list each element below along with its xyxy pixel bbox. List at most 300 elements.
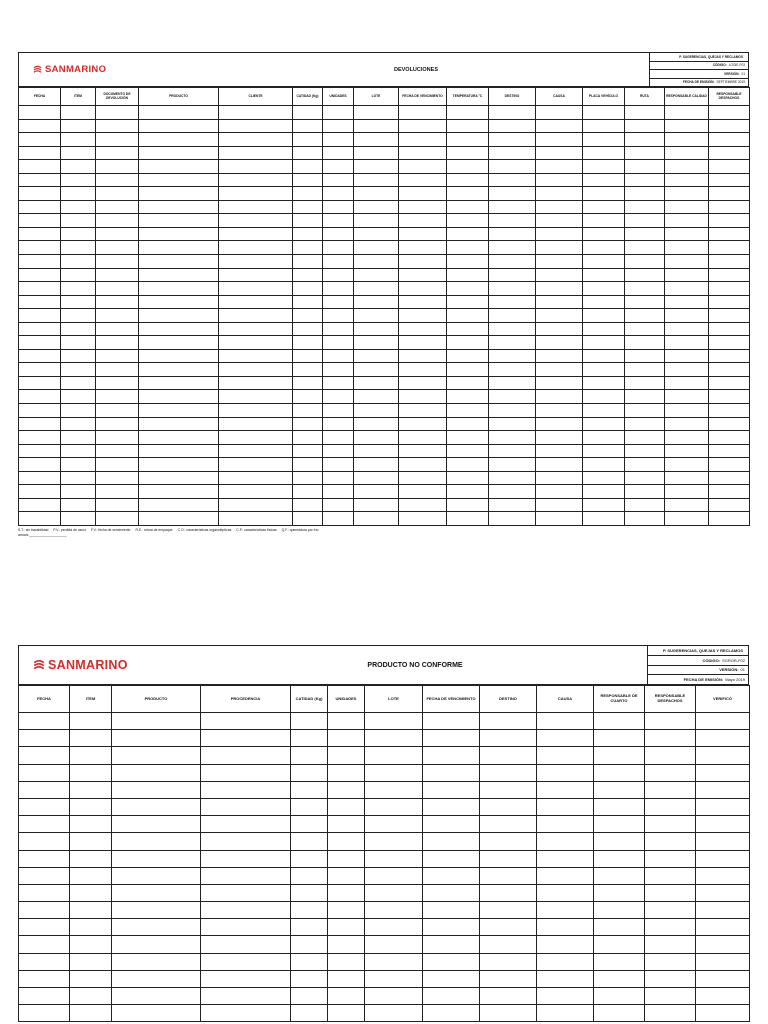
empty-cell[interactable]: [399, 512, 447, 526]
empty-cell[interactable]: [112, 730, 201, 747]
empty-cell[interactable]: [625, 458, 665, 472]
empty-cell[interactable]: [219, 241, 293, 255]
empty-cell[interactable]: [645, 970, 696, 987]
empty-cell[interactable]: [201, 764, 291, 781]
empty-cell[interactable]: [323, 295, 354, 309]
empty-cell[interactable]: [645, 833, 696, 850]
empty-cell[interactable]: [61, 295, 96, 309]
empty-cell[interactable]: [61, 363, 96, 377]
empty-cell[interactable]: [536, 187, 583, 201]
empty-cell[interactable]: [19, 295, 61, 309]
empty-cell[interactable]: [489, 295, 536, 309]
empty-cell[interactable]: [201, 953, 291, 970]
empty-cell[interactable]: [625, 241, 665, 255]
empty-cell[interactable]: [323, 431, 354, 445]
empty-cell[interactable]: [536, 241, 583, 255]
empty-cell[interactable]: [447, 146, 489, 160]
empty-cell[interactable]: [423, 730, 480, 747]
empty-cell[interactable]: [19, 255, 61, 269]
empty-cell[interactable]: [219, 282, 293, 296]
empty-cell[interactable]: [61, 241, 96, 255]
empty-cell[interactable]: [219, 227, 293, 241]
empty-cell[interactable]: [399, 485, 447, 499]
empty-cell[interactable]: [480, 902, 537, 919]
empty-cell[interactable]: [399, 404, 447, 418]
empty-cell[interactable]: [70, 1005, 112, 1022]
empty-cell[interactable]: [536, 512, 583, 526]
empty-cell[interactable]: [61, 404, 96, 418]
empty-cell[interactable]: [354, 295, 399, 309]
empty-cell[interactable]: [480, 833, 537, 850]
empty-cell[interactable]: [323, 227, 354, 241]
empty-cell[interactable]: [583, 214, 625, 228]
empty-cell[interactable]: [536, 309, 583, 323]
empty-cell[interactable]: [709, 444, 750, 458]
empty-cell[interactable]: [19, 268, 61, 282]
empty-cell[interactable]: [447, 200, 489, 214]
empty-cell[interactable]: [328, 884, 365, 901]
empty-cell[interactable]: [291, 988, 328, 1005]
empty-cell[interactable]: [447, 173, 489, 187]
empty-cell[interactable]: [480, 713, 537, 730]
empty-cell[interactable]: [19, 322, 61, 336]
empty-cell[interactable]: [61, 106, 96, 120]
empty-cell[interactable]: [354, 173, 399, 187]
empty-cell[interactable]: [219, 390, 293, 404]
empty-cell[interactable]: [625, 282, 665, 296]
empty-cell[interactable]: [583, 485, 625, 499]
empty-cell[interactable]: [480, 816, 537, 833]
empty-cell[interactable]: [480, 970, 537, 987]
empty-cell[interactable]: [293, 376, 323, 390]
empty-cell[interactable]: [645, 816, 696, 833]
empty-cell[interactable]: [665, 200, 709, 214]
empty-cell[interactable]: [423, 953, 480, 970]
empty-cell[interactable]: [70, 988, 112, 1005]
empty-cell[interactable]: [489, 146, 536, 160]
empty-cell[interactable]: [665, 431, 709, 445]
empty-cell[interactable]: [625, 200, 665, 214]
empty-cell[interactable]: [328, 781, 365, 798]
empty-cell[interactable]: [594, 816, 645, 833]
empty-cell[interactable]: [423, 936, 480, 953]
empty-cell[interactable]: [447, 390, 489, 404]
empty-cell[interactable]: [583, 349, 625, 363]
empty-cell[interactable]: [447, 431, 489, 445]
empty-cell[interactable]: [323, 268, 354, 282]
empty-cell[interactable]: [665, 349, 709, 363]
empty-cell[interactable]: [328, 816, 365, 833]
empty-cell[interactable]: [709, 146, 750, 160]
empty-cell[interactable]: [323, 241, 354, 255]
empty-cell[interactable]: [328, 902, 365, 919]
empty-cell[interactable]: [291, 764, 328, 781]
empty-cell[interactable]: [709, 363, 750, 377]
empty-cell[interactable]: [709, 133, 750, 147]
empty-cell[interactable]: [489, 512, 536, 526]
empty-cell[interactable]: [423, 798, 480, 815]
empty-cell[interactable]: [354, 363, 399, 377]
empty-cell[interactable]: [709, 268, 750, 282]
empty-cell[interactable]: [489, 255, 536, 269]
empty-cell[interactable]: [709, 336, 750, 350]
empty-cell[interactable]: [96, 458, 139, 472]
empty-cell[interactable]: [112, 919, 201, 936]
empty-cell[interactable]: [291, 816, 328, 833]
empty-cell[interactable]: [61, 471, 96, 485]
empty-cell[interactable]: [61, 309, 96, 323]
empty-cell[interactable]: [536, 444, 583, 458]
empty-cell[interactable]: [96, 187, 139, 201]
empty-cell[interactable]: [447, 322, 489, 336]
empty-cell[interactable]: [354, 431, 399, 445]
empty-cell[interactable]: [489, 227, 536, 241]
empty-cell[interactable]: [112, 936, 201, 953]
empty-cell[interactable]: [447, 376, 489, 390]
empty-cell[interactable]: [489, 241, 536, 255]
empty-cell[interactable]: [480, 884, 537, 901]
empty-cell[interactable]: [354, 349, 399, 363]
empty-cell[interactable]: [365, 902, 423, 919]
empty-cell[interactable]: [19, 404, 61, 418]
empty-cell[interactable]: [489, 498, 536, 512]
empty-cell[interactable]: [365, 713, 423, 730]
empty-cell[interactable]: [61, 512, 96, 526]
empty-cell[interactable]: [112, 1005, 201, 1022]
empty-cell[interactable]: [139, 404, 219, 418]
empty-cell[interactable]: [365, 936, 423, 953]
empty-cell[interactable]: [201, 902, 291, 919]
empty-cell[interactable]: [489, 187, 536, 201]
empty-cell[interactable]: [709, 255, 750, 269]
empty-cell[interactable]: [447, 295, 489, 309]
empty-cell[interactable]: [19, 227, 61, 241]
empty-cell[interactable]: [399, 390, 447, 404]
empty-cell[interactable]: [423, 713, 480, 730]
empty-cell[interactable]: [536, 349, 583, 363]
empty-cell[interactable]: [323, 187, 354, 201]
empty-cell[interactable]: [291, 953, 328, 970]
empty-cell[interactable]: [709, 241, 750, 255]
empty-cell[interactable]: [70, 747, 112, 764]
empty-cell[interactable]: [291, 936, 328, 953]
empty-cell[interactable]: [365, 970, 423, 987]
empty-cell[interactable]: [480, 764, 537, 781]
empty-cell[interactable]: [399, 282, 447, 296]
empty-cell[interactable]: [19, 173, 61, 187]
empty-cell[interactable]: [665, 214, 709, 228]
empty-cell[interactable]: [112, 833, 201, 850]
empty-cell[interactable]: [96, 309, 139, 323]
empty-cell[interactable]: [19, 485, 61, 499]
empty-cell[interactable]: [365, 747, 423, 764]
empty-cell[interactable]: [293, 363, 323, 377]
empty-cell[interactable]: [19, 309, 61, 323]
empty-cell[interactable]: [480, 988, 537, 1005]
empty-cell[interactable]: [536, 282, 583, 296]
empty-cell[interactable]: [583, 417, 625, 431]
empty-cell[interactable]: [447, 363, 489, 377]
empty-cell[interactable]: [665, 471, 709, 485]
empty-cell[interactable]: [19, 431, 61, 445]
empty-cell[interactable]: [293, 485, 323, 499]
empty-cell[interactable]: [447, 485, 489, 499]
empty-cell[interactable]: [447, 349, 489, 363]
empty-cell[interactable]: [70, 730, 112, 747]
empty-cell[interactable]: [293, 309, 323, 323]
empty-cell[interactable]: [61, 444, 96, 458]
empty-cell[interactable]: [594, 936, 645, 953]
empty-cell[interactable]: [19, 747, 70, 764]
empty-cell[interactable]: [709, 200, 750, 214]
empty-cell[interactable]: [399, 160, 447, 174]
empty-cell[interactable]: [480, 798, 537, 815]
empty-cell[interactable]: [709, 309, 750, 323]
empty-cell[interactable]: [489, 309, 536, 323]
empty-cell[interactable]: [583, 268, 625, 282]
empty-cell[interactable]: [354, 146, 399, 160]
empty-cell[interactable]: [365, 867, 423, 884]
empty-cell[interactable]: [447, 268, 489, 282]
empty-cell[interactable]: [536, 390, 583, 404]
empty-cell[interactable]: [112, 884, 201, 901]
empty-cell[interactable]: [536, 417, 583, 431]
empty-cell[interactable]: [293, 417, 323, 431]
empty-cell[interactable]: [447, 255, 489, 269]
empty-cell[interactable]: [645, 884, 696, 901]
empty-cell[interactable]: [625, 119, 665, 133]
empty-cell[interactable]: [665, 336, 709, 350]
empty-cell[interactable]: [19, 471, 61, 485]
empty-cell[interactable]: [139, 241, 219, 255]
empty-cell[interactable]: [447, 214, 489, 228]
empty-cell[interactable]: [709, 498, 750, 512]
empty-cell[interactable]: [61, 485, 96, 499]
empty-cell[interactable]: [219, 160, 293, 174]
empty-cell[interactable]: [70, 816, 112, 833]
empty-cell[interactable]: [423, 1005, 480, 1022]
empty-cell[interactable]: [70, 850, 112, 867]
empty-cell[interactable]: [19, 376, 61, 390]
empty-cell[interactable]: [61, 349, 96, 363]
empty-cell[interactable]: [536, 255, 583, 269]
empty-cell[interactable]: [354, 119, 399, 133]
empty-cell[interactable]: [665, 295, 709, 309]
empty-cell[interactable]: [293, 512, 323, 526]
empty-cell[interactable]: [665, 512, 709, 526]
empty-cell[interactable]: [594, 713, 645, 730]
empty-cell[interactable]: [365, 730, 423, 747]
empty-cell[interactable]: [696, 833, 750, 850]
empty-cell[interactable]: [536, 498, 583, 512]
empty-cell[interactable]: [96, 485, 139, 499]
empty-cell[interactable]: [354, 512, 399, 526]
empty-cell[interactable]: [709, 119, 750, 133]
empty-cell[interactable]: [139, 498, 219, 512]
empty-cell[interactable]: [423, 850, 480, 867]
empty-cell[interactable]: [594, 781, 645, 798]
empty-cell[interactable]: [645, 730, 696, 747]
empty-cell[interactable]: [625, 227, 665, 241]
empty-cell[interactable]: [536, 295, 583, 309]
empty-cell[interactable]: [19, 833, 70, 850]
empty-cell[interactable]: [323, 485, 354, 499]
empty-cell[interactable]: [594, 850, 645, 867]
empty-cell[interactable]: [480, 1005, 537, 1022]
empty-cell[interactable]: [323, 444, 354, 458]
empty-cell[interactable]: [665, 173, 709, 187]
empty-cell[interactable]: [201, 936, 291, 953]
empty-cell[interactable]: [399, 106, 447, 120]
empty-cell[interactable]: [139, 444, 219, 458]
empty-cell[interactable]: [696, 730, 750, 747]
empty-cell[interactable]: [328, 833, 365, 850]
empty-cell[interactable]: [423, 919, 480, 936]
empty-cell[interactable]: [536, 431, 583, 445]
empty-cell[interactable]: [61, 255, 96, 269]
empty-cell[interactable]: [536, 322, 583, 336]
empty-cell[interactable]: [219, 214, 293, 228]
empty-cell[interactable]: [219, 187, 293, 201]
empty-cell[interactable]: [201, 988, 291, 1005]
empty-cell[interactable]: [709, 160, 750, 174]
empty-cell[interactable]: [323, 512, 354, 526]
empty-cell[interactable]: [323, 173, 354, 187]
empty-cell[interactable]: [625, 349, 665, 363]
empty-cell[interactable]: [293, 498, 323, 512]
empty-cell[interactable]: [536, 458, 583, 472]
empty-cell[interactable]: [489, 282, 536, 296]
empty-cell[interactable]: [423, 781, 480, 798]
empty-cell[interactable]: [625, 309, 665, 323]
empty-cell[interactable]: [96, 214, 139, 228]
empty-cell[interactable]: [665, 417, 709, 431]
empty-cell[interactable]: [19, 349, 61, 363]
empty-cell[interactable]: [201, 713, 291, 730]
empty-cell[interactable]: [139, 119, 219, 133]
empty-cell[interactable]: [293, 227, 323, 241]
empty-cell[interactable]: [696, 816, 750, 833]
empty-cell[interactable]: [139, 214, 219, 228]
empty-cell[interactable]: [112, 798, 201, 815]
empty-cell[interactable]: [536, 336, 583, 350]
empty-cell[interactable]: [583, 322, 625, 336]
empty-cell[interactable]: [112, 764, 201, 781]
empty-cell[interactable]: [61, 458, 96, 472]
empty-cell[interactable]: [594, 919, 645, 936]
empty-cell[interactable]: [139, 146, 219, 160]
empty-cell[interactable]: [447, 106, 489, 120]
empty-cell[interactable]: [96, 268, 139, 282]
empty-cell[interactable]: [112, 902, 201, 919]
empty-cell[interactable]: [594, 798, 645, 815]
empty-cell[interactable]: [323, 498, 354, 512]
empty-cell[interactable]: [112, 713, 201, 730]
empty-cell[interactable]: [70, 970, 112, 987]
empty-cell[interactable]: [323, 376, 354, 390]
empty-cell[interactable]: [293, 349, 323, 363]
empty-cell[interactable]: [219, 417, 293, 431]
empty-cell[interactable]: [625, 214, 665, 228]
empty-cell[interactable]: [696, 747, 750, 764]
empty-cell[interactable]: [583, 512, 625, 526]
empty-cell[interactable]: [70, 919, 112, 936]
empty-cell[interactable]: [489, 471, 536, 485]
empty-cell[interactable]: [583, 363, 625, 377]
empty-cell[interactable]: [489, 268, 536, 282]
empty-cell[interactable]: [489, 404, 536, 418]
empty-cell[interactable]: [219, 404, 293, 418]
empty-cell[interactable]: [219, 119, 293, 133]
empty-cell[interactable]: [19, 512, 61, 526]
empty-cell[interactable]: [447, 404, 489, 418]
empty-cell[interactable]: [399, 268, 447, 282]
empty-cell[interactable]: [61, 268, 96, 282]
empty-cell[interactable]: [139, 160, 219, 174]
empty-cell[interactable]: [625, 146, 665, 160]
empty-cell[interactable]: [583, 200, 625, 214]
empty-cell[interactable]: [365, 850, 423, 867]
empty-cell[interactable]: [665, 322, 709, 336]
empty-cell[interactable]: [399, 255, 447, 269]
empty-cell[interactable]: [536, 471, 583, 485]
empty-cell[interactable]: [201, 747, 291, 764]
empty-cell[interactable]: [709, 404, 750, 418]
empty-cell[interactable]: [537, 902, 594, 919]
empty-cell[interactable]: [293, 458, 323, 472]
empty-cell[interactable]: [645, 1005, 696, 1022]
empty-cell[interactable]: [96, 512, 139, 526]
empty-cell[interactable]: [489, 363, 536, 377]
empty-cell[interactable]: [70, 884, 112, 901]
empty-cell[interactable]: [645, 798, 696, 815]
empty-cell[interactable]: [583, 498, 625, 512]
empty-cell[interactable]: [480, 919, 537, 936]
empty-cell[interactable]: [537, 798, 594, 815]
empty-cell[interactable]: [696, 988, 750, 1005]
empty-cell[interactable]: [625, 322, 665, 336]
empty-cell[interactable]: [583, 255, 625, 269]
empty-cell[interactable]: [139, 431, 219, 445]
empty-cell[interactable]: [61, 200, 96, 214]
empty-cell[interactable]: [323, 200, 354, 214]
empty-cell[interactable]: [293, 160, 323, 174]
empty-cell[interactable]: [645, 988, 696, 1005]
empty-cell[interactable]: [293, 133, 323, 147]
empty-cell[interactable]: [399, 241, 447, 255]
empty-cell[interactable]: [583, 187, 625, 201]
empty-cell[interactable]: [139, 417, 219, 431]
empty-cell[interactable]: [139, 458, 219, 472]
empty-cell[interactable]: [696, 850, 750, 867]
empty-cell[interactable]: [328, 936, 365, 953]
empty-cell[interactable]: [594, 970, 645, 987]
empty-cell[interactable]: [645, 919, 696, 936]
empty-cell[interactable]: [423, 816, 480, 833]
empty-cell[interactable]: [489, 160, 536, 174]
empty-cell[interactable]: [447, 498, 489, 512]
empty-cell[interactable]: [96, 227, 139, 241]
empty-cell[interactable]: [291, 713, 328, 730]
empty-cell[interactable]: [423, 970, 480, 987]
empty-cell[interactable]: [96, 431, 139, 445]
empty-cell[interactable]: [709, 187, 750, 201]
empty-cell[interactable]: [354, 336, 399, 350]
empty-cell[interactable]: [219, 431, 293, 445]
empty-cell[interactable]: [219, 376, 293, 390]
empty-cell[interactable]: [583, 390, 625, 404]
empty-cell[interactable]: [537, 781, 594, 798]
